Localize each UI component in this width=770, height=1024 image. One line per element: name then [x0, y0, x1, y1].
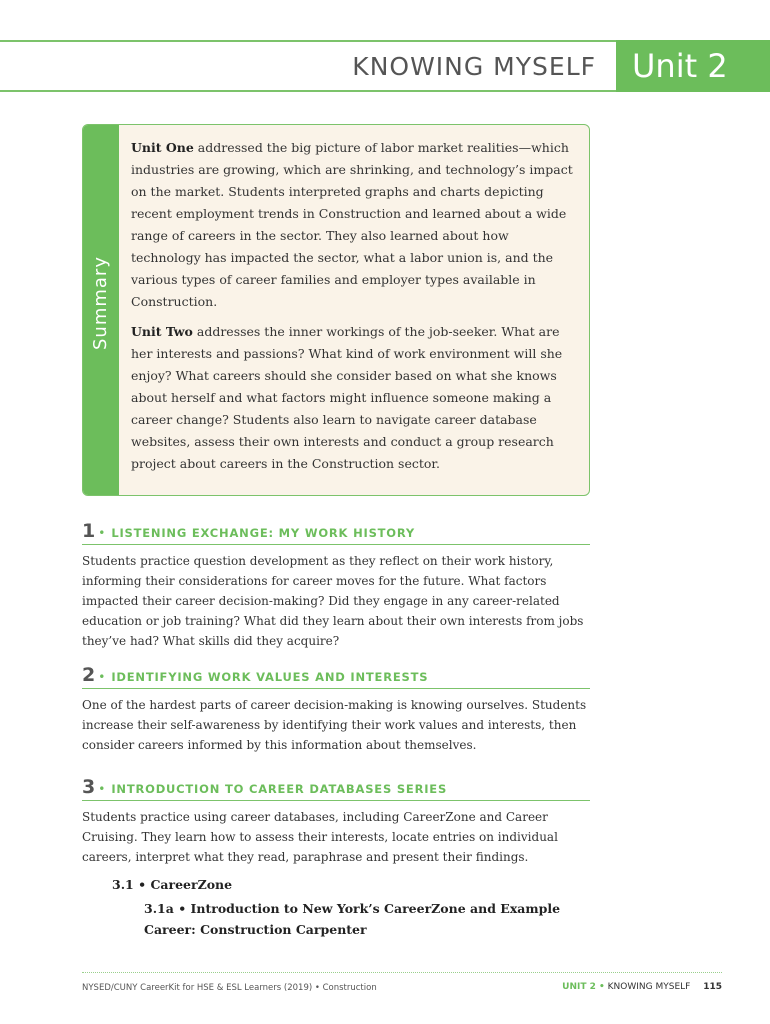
summary-text	[131, 137, 579, 483]
section-heading	[82, 776, 590, 801]
subitem-3-1a: 3.1a • Introduction to New York’s CareerZone and Example Career: Construction Carpenter	[144, 901, 561, 937]
section-title: LISTENING EXCHANGE: MY WORK HISTORY	[111, 526, 416, 540]
section-bullet: •	[98, 782, 106, 796]
section-heading	[82, 520, 590, 545]
summary-p1-text: addressed the big picture of labor market realities—which industries are growing, which are shrinking, and technology’s impact on the market. Students interpreted graphs and charts depicting recent employment trends in Construction and learned about a wide range of careers in the sector. They also learned about how technology has impacted the sector, what a labor union is, and the various types of career families and employer types available in Construction.	[131, 140, 573, 309]
summary-p2-lead: Unit Two	[131, 324, 193, 339]
footer-credit: NYSED/CUNY CareerKit for HSE & ESL Learners (2019) • Construction	[82, 983, 377, 993]
page-number: 115	[703, 982, 722, 992]
section-2	[82, 664, 590, 755]
section-body: Students practice using career databases, including CareerZone and Career Cruising. They learn how to assess their interests, locate entries on individual careers, interpret what they read, paraphrase and present their findings.	[82, 810, 558, 864]
section-body: Students practice question development as they reflect on their work history, informing their considerations for career moves for the future. What factors impacted their career decision-making? Did they engage in any career-related education or job training? What did they learn about their own interests from jobs they’ve had? What skills did they acquire?	[82, 554, 584, 648]
summary-paragraph-1	[131, 137, 579, 313]
section-number: 1	[82, 520, 96, 542]
summary-box	[82, 124, 590, 496]
section-bullet: •	[98, 670, 106, 684]
section-bullet: •	[98, 526, 106, 540]
unit-tab	[616, 40, 770, 92]
section-heading	[82, 664, 590, 689]
section-number: 2	[82, 664, 96, 686]
section-number: 3	[82, 776, 96, 798]
section-1	[82, 520, 590, 651]
section-3	[82, 776, 590, 867]
section-title: INTRODUCTION TO CAREER DATABASES SERIES	[111, 782, 448, 796]
section-body: One of the hardest parts of career decision-making is knowing ourselves. Students increase their self-awareness by identifying their work values and interests, then consider careers informed by this information about themselves.	[82, 698, 587, 752]
page-title: KNOWING MYSELF	[352, 52, 596, 81]
summary-sidebar	[83, 125, 119, 495]
summary-p1-lead: Unit One	[131, 140, 194, 155]
summary-paragraph-2	[131, 321, 579, 475]
summary-p2-text: addresses the inner workings of the job-seeker. What are her interests and passions? What kind of work environment will she enjoy? What careers should she consider based on what she knows about herself and what factors might influence someone making a career change? Students also learn to navigate career database websites, assess their own interests and conduct a group research project about careers in the Construction sector.	[131, 324, 563, 471]
footer-unit: UNIT 2 •	[562, 982, 605, 992]
unit-tab-label: Unit 2	[632, 47, 728, 85]
footer-rule	[82, 972, 722, 973]
subitem-3-1: 3.1 • CareerZone	[112, 877, 233, 892]
section-title: IDENTIFYING WORK VALUES AND INTERESTS	[111, 670, 429, 684]
footer-page-info	[562, 982, 722, 992]
summary-label: Summary	[90, 256, 111, 350]
footer-topic: KNOWING MYSELF	[607, 982, 691, 992]
